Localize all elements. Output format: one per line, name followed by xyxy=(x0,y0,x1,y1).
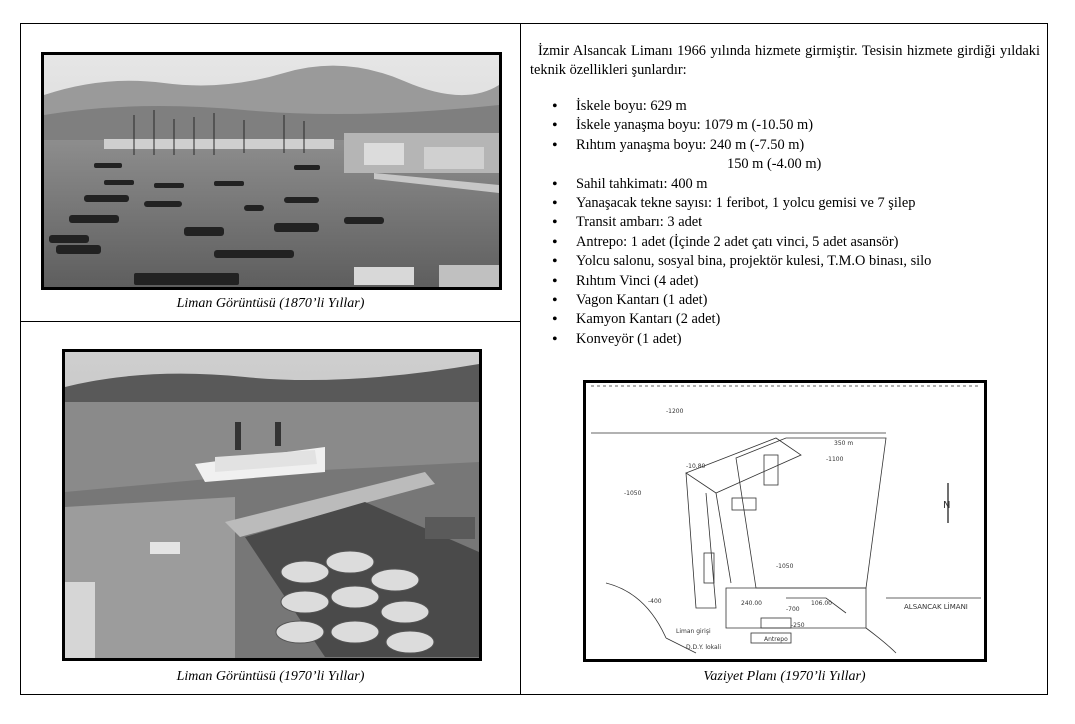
spec-item: • Rıhtım Vinci (4 adet) xyxy=(548,272,931,291)
table-column-divider xyxy=(520,23,521,695)
caption-photo-1870s: Liman Görüntüsü (1870’li Yıllar) xyxy=(176,296,365,311)
plan-label-depth-1050-right: -1050 xyxy=(776,563,794,570)
plan-label-depth-1050-left: -1050 xyxy=(624,490,642,497)
site-plan-drawing xyxy=(583,380,987,662)
spec-item: • Sahil tahkimatı: 400 m xyxy=(548,175,931,194)
spec-item: • İskele boyu: 629 m xyxy=(548,97,931,116)
harbor-photo-1970s xyxy=(62,349,482,661)
spec-item-subline: 150 m (-4.00 m) xyxy=(727,156,822,173)
spec-item: • İskele yanaşma boyu: 1079 m (-10.50 m) xyxy=(548,116,931,135)
caption-site-plan: Vaziyet Planı (1970’li Yıllar) xyxy=(703,669,866,684)
plan-label-350m: 350 m xyxy=(834,440,854,447)
spec-item: • Konveyör (1 adet) xyxy=(548,330,931,349)
spec-item: • Transit ambarı: 3 adet xyxy=(548,213,931,232)
plan-label-antrepo: Antrepo xyxy=(764,636,788,643)
technical-specs-list xyxy=(548,97,931,349)
plan-label-depth-1200: -1200 xyxy=(666,408,684,415)
plan-label-ddy: D.D.Y. lokali xyxy=(686,644,722,651)
caption-photo-1970s: Liman Görüntüsü (1970’li Yıllar) xyxy=(176,669,365,684)
intro-paragraph xyxy=(530,42,1040,80)
spec-item: • Yanaşacak tekne sayısı: 1 feribot, 1 yolcu gemisi ve 7 şilep xyxy=(548,194,931,213)
spec-item xyxy=(548,136,931,175)
plan-label-106: 106.00 xyxy=(811,600,832,607)
plan-label-depth-700: -700 xyxy=(786,606,800,613)
plan-label-north: N xyxy=(943,500,951,511)
plan-label-depth-1100: -1100 xyxy=(826,456,844,463)
harbor-photo-1870s xyxy=(41,52,502,290)
plan-label-240: 240.00 xyxy=(741,600,762,607)
plan-label-depth-250: -250 xyxy=(791,622,805,629)
plan-label-port-name: ALSANCAK LİMANI xyxy=(904,603,968,611)
plan-label-depth-1080: -10.80 xyxy=(686,463,706,470)
plan-label-depth-400: -400 xyxy=(648,598,662,605)
spec-item: • Antrepo: 1 adet (İçinde 2 adet çatı vinci, 5 adet asansör) xyxy=(548,233,931,252)
spec-item: • Yolcu salonu, sosyal bina, projektör kulesi, T.M.O binası, silo xyxy=(548,252,931,271)
intro-text: İzmir Alsancak Limanı 1966 yılında hizmete girmiştir. Tesisin hizmete girdiği yıldaki teknik özellikleri şunlardır: xyxy=(530,43,1040,78)
plan-label-liman-girisi: Liman girişi xyxy=(676,628,711,635)
spec-item: • Vagon Kantarı (1 adet) xyxy=(548,291,931,310)
table-row-divider xyxy=(20,321,521,322)
spec-item: • Kamyon Kantarı (2 adet) xyxy=(548,310,931,329)
spec-item-text: Rıhtım yanaşma boyu: 240 m (-7.50 m) xyxy=(576,136,805,153)
